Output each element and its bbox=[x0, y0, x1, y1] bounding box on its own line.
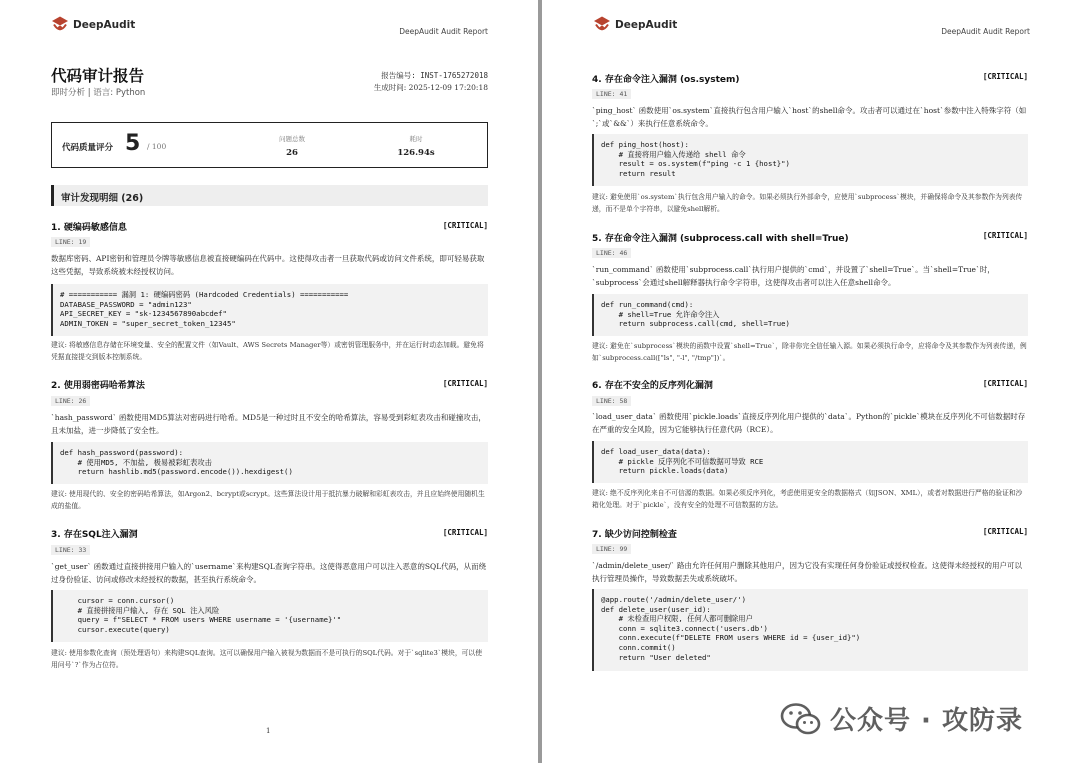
line-badge: LINE: 19 bbox=[51, 237, 90, 247]
code-snippet: @app.route('/admin/delete_user/') def delete_user(user_id): # 未检查用户权限, 任何人都可删除用户 conn = sqlite3.connect('users.db') conn.execute(f"DELETE FROM users WHERE id = {user_id}") conn.commit() return "User deleted" bbox=[592, 589, 1028, 671]
recommendation: 建议: 使用参数化查询（预处理语句）来构建SQL查询。这可以确保用户输入被视为数据而不是可执行的SQL代码。对于`sqlite3`模块，可以使用问号`?`作为占位符。 bbox=[51, 649, 483, 669]
code-snippet: # =========== 漏洞 1: 硬编码密码 (Hardcoded Credentials) =========== DATABASE_PASSWORD = "admin123" API_SECRET_KEY = "sk-1234567890abcdef" ADMIN_TOKEN = "super_secret_token_12345" bbox=[51, 284, 488, 336]
time-label: 耗时 bbox=[409, 135, 423, 143]
recommendation: 建议: 避免使用`os.system`执行包含用户输入的命令。如果必须执行外部命令，应使用`subprocess`模块，并确保将命令及其参数作为列表传递，而不是单个字符串，以避免shell解析。 bbox=[592, 193, 1023, 213]
severity-badge: [CRITICAL] bbox=[982, 527, 1028, 536]
report-page-2 bbox=[542, 0, 1080, 763]
severity-badge: [CRITICAL] bbox=[442, 379, 488, 388]
severity-badge: [CRITICAL] bbox=[982, 379, 1028, 388]
brand-name: DeepAudit bbox=[73, 19, 136, 31]
score-label: 代码质量评分 bbox=[62, 143, 114, 153]
code-snippet: def run_command(cmd): # shell=True 允许命令注入 return subprocess.call(cmd, shell=True) bbox=[592, 294, 1028, 336]
issues-stat bbox=[242, 134, 342, 158]
code-snippet: def ping_host(host): # 直接将用户输入传递给 shell 命令 result = os.system(f"ping -c 1 {host}") return result bbox=[592, 134, 1028, 186]
brand-logo bbox=[592, 15, 677, 35]
code-snippet: cursor = conn.cursor() # 直接拼接用户输入, 存在 SQL 注入风险 query = f"SELECT * FROM users WHERE username = '{username}'" cursor.execute(query) bbox=[51, 590, 488, 642]
severity-badge: [CRITICAL] bbox=[442, 528, 488, 537]
report-number: 报告编号: INST-1765272018 bbox=[381, 71, 488, 80]
finding-description: `/admin/delete_user/` 路由允许任何用户删除其他用户，因为它没有实现任何身份验证或授权检查。这使得未经授权的用户可以执行管理员操作，导致数据丢失或系统破坏。 bbox=[592, 561, 1023, 583]
brand-name: DeepAudit bbox=[615, 19, 678, 31]
watermark-text: 公众号 · 攻防录 bbox=[830, 706, 1023, 736]
wechat-icon bbox=[780, 702, 822, 736]
recommendation: 建议: 将敏感信息存储在环境变量、安全的配置文件（如Vault、AWS Secrets Manager等）或密钥管理服务中，并在运行时动态加载。避免将凭据直接提交到版本控制系统。 bbox=[51, 341, 484, 361]
time-stat bbox=[366, 134, 466, 158]
finding-title: 5. 存在命令注入漏洞 (subprocess.call with shell=True) bbox=[592, 234, 849, 244]
report-page-1 bbox=[0, 0, 538, 763]
report-title: 代码审计报告 bbox=[51, 67, 145, 85]
score-max: / 100 bbox=[147, 142, 167, 151]
finding-title: 7. 缺少访问控制检查 bbox=[592, 530, 677, 540]
generated-time: 生成时间: 2025-12-09 17:20:18 bbox=[373, 83, 488, 92]
severity-badge: [CRITICAL] bbox=[982, 231, 1028, 240]
deepaudit-logo-icon bbox=[592, 15, 612, 35]
line-badge: LINE: 26 bbox=[51, 396, 90, 406]
score-value: 5 bbox=[125, 131, 141, 156]
severity-badge: [CRITICAL] bbox=[442, 221, 488, 230]
recommendation: 建议: 绝不反序列化来自不可信源的数据。如果必须反序列化，考虑使用更安全的数据格式（如JSON、XML），或者对数据进行严格的验证和沙箱化处理。对于`pickle`，没有安全的处理不可信数据的方法。 bbox=[592, 489, 1023, 509]
finding-title: 1. 硬编码敏感信息 bbox=[51, 223, 127, 233]
recommendation: 建议: 避免在`subprocess`模块的函数中设置`shell=True`，除非你完全信任输入源。如果必须执行命令，应将命令及其参数作为列表传递，例如`subprocess.call(["ls", "-l", "/tmp"])`。 bbox=[592, 342, 1027, 362]
line-badge: LINE: 41 bbox=[592, 89, 631, 99]
finding-description: 数据库密码、API密钥和管理员令牌等敏感信息被直接硬编码在代码中。这使得攻击者一旦获取代码或访问文件系统，即可轻易获取这些凭据，导致系统被未经授权访问。 bbox=[51, 254, 485, 276]
line-badge: LINE: 33 bbox=[51, 545, 90, 555]
summary-box bbox=[51, 122, 488, 168]
code-snippet: def hash_password(password): # 使用MD5, 不加盐, 极易被彩虹表攻击 return hashlib.md5(password.encode()).hexdigest() bbox=[51, 442, 488, 484]
finding-description: `load_user_data` 函数使用`pickle.loads`直接反序列化用户提供的`data`。Python的`pickle`模块在反序列化不可信数据时存在严重的安全风险，因为它能够执行任意代码（RCE）。 bbox=[592, 412, 1026, 434]
finding-title: 4. 存在命令注入漏洞 (os.system) bbox=[592, 75, 740, 85]
section-title: 审计发现明细 (26) bbox=[61, 193, 144, 204]
recommendation: 建议: 使用现代的、安全的密码哈希算法，如Argon2、bcrypt或scrypt。这些算法设计用于抵抗暴力破解和彩虹表攻击，并且应始终使用随机生成的盐值。 bbox=[51, 490, 485, 510]
findings-section-header bbox=[51, 185, 488, 206]
issues-value: 26 bbox=[286, 148, 298, 158]
finding-description: `run_command` 函数使用`subprocess.call`执行用户提供的`cmd`，并设置了`shell=True`。当`shell=True`时，`subprocess`会通过shell解释器执行命令字符串，这使得攻击者可以注入任意shell命令。 bbox=[592, 265, 995, 287]
line-badge: LINE: 46 bbox=[592, 248, 631, 258]
page-header bbox=[592, 15, 1030, 41]
deepaudit-logo-icon bbox=[50, 15, 70, 35]
issues-label: 问题总数 bbox=[279, 135, 305, 143]
brand-logo bbox=[50, 15, 135, 35]
watermark bbox=[780, 700, 1023, 737]
finding-title: 6. 存在不安全的反序列化漏洞 bbox=[592, 381, 713, 391]
line-badge: LINE: 58 bbox=[592, 396, 631, 406]
report-label: DeepAudit Audit Report bbox=[941, 27, 1030, 36]
report-label: DeepAudit Audit Report bbox=[399, 27, 488, 36]
finding-description: `get_user` 函数通过直接拼接用户输入的`username`来构建SQL查询字符串。这使得恶意用户可以注入恶意的SQL代码，从而绕过身份验证、访问或修改未经授权的数据，甚至执行系统命令。 bbox=[51, 562, 487, 584]
report-subtitle: 即时分析 | 语言: Python bbox=[51, 88, 146, 98]
severity-badge: [CRITICAL] bbox=[982, 72, 1028, 81]
page-number: 1 bbox=[266, 727, 271, 735]
time-value: 126.94s bbox=[397, 148, 435, 158]
code-snippet: def load_user_data(data): # pickle 反序列化不可信数据可导致 RCE return pickle.loads(data) bbox=[592, 441, 1028, 483]
line-badge: LINE: 99 bbox=[592, 544, 631, 554]
finding-title: 2. 使用弱密码哈希算法 bbox=[51, 381, 145, 391]
finding-title: 3. 存在SQL注入漏洞 bbox=[51, 530, 138, 540]
page-header bbox=[50, 15, 488, 41]
finding-description: `hash_password` 函数使用MD5算法对密码进行哈希。MD5是一种过时且不安全的哈希算法，容易受到彩虹表攻击和碰撞攻击，且未加盐，进一步降低了安全性。 bbox=[51, 413, 486, 435]
finding-description: `ping_host` 函数使用`os.system`直接执行包含用户输入`host`的shell命令。攻击者可以通过在`host`参数中注入特殊字符（如`;`或`&&`）来执行任意系统命令。 bbox=[592, 106, 1027, 128]
